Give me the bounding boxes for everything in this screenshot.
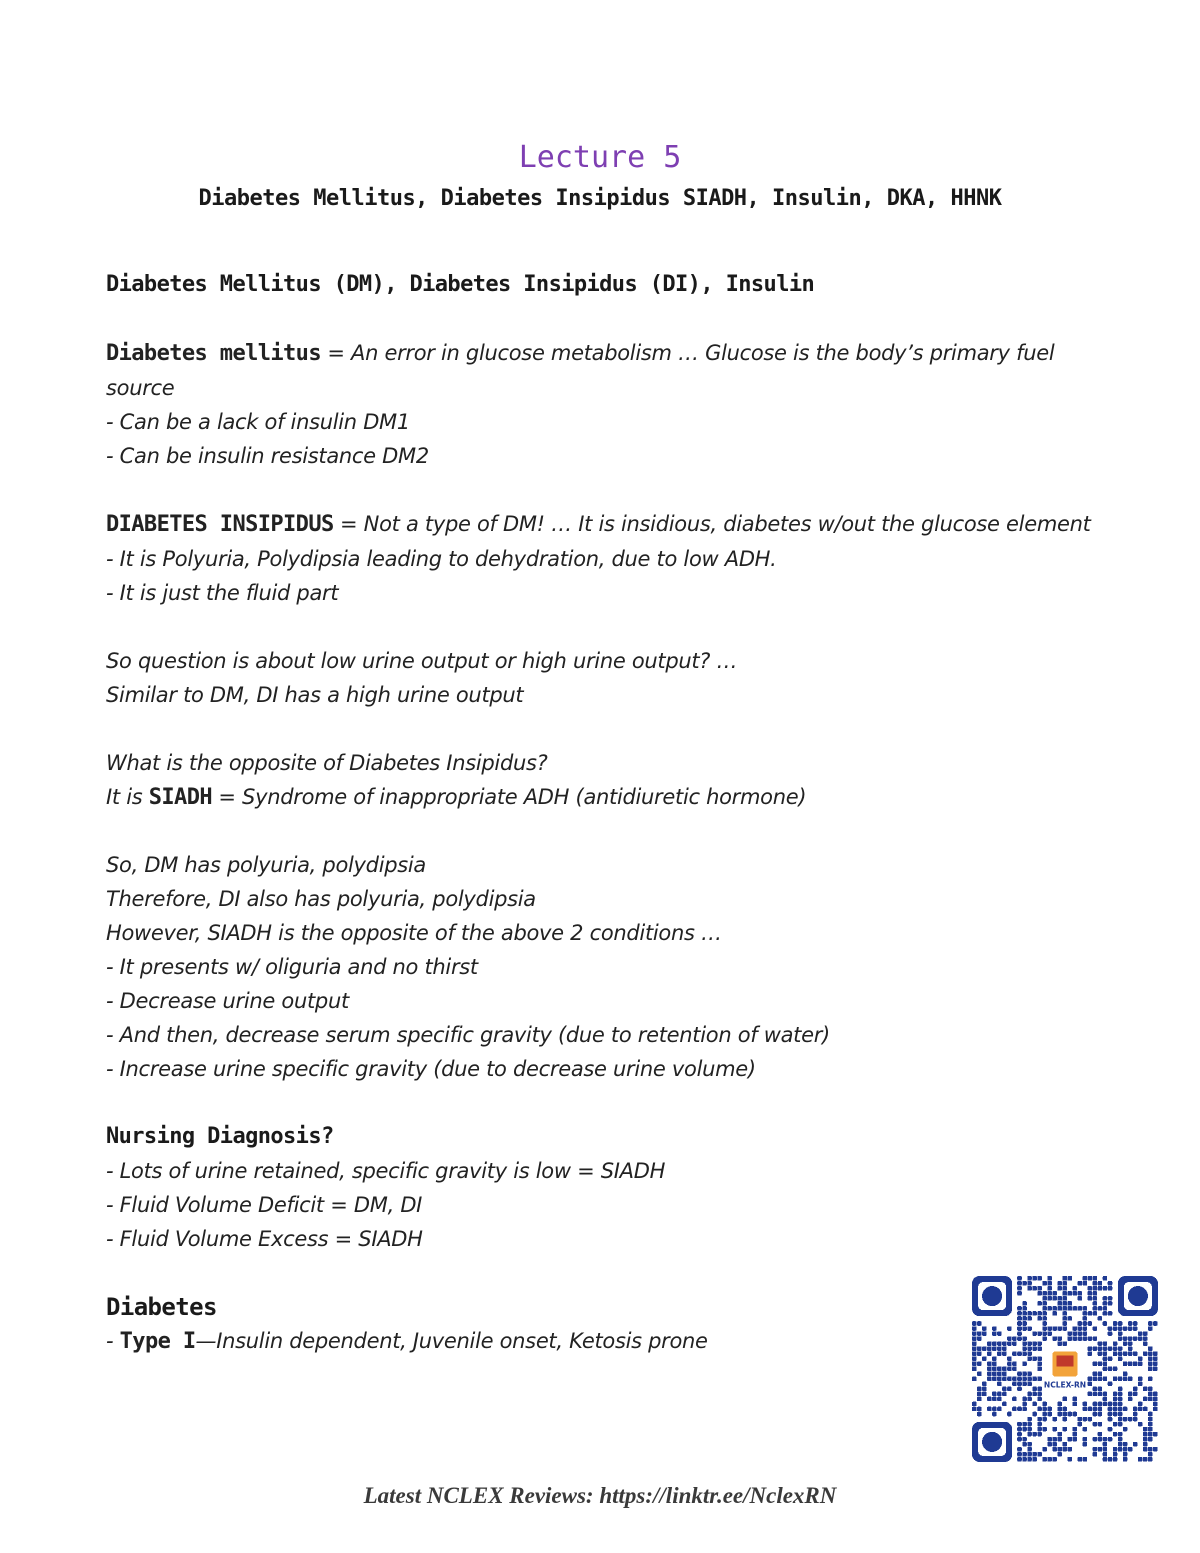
comparison-line: So, DM has polyuria, polydipsia bbox=[106, 853, 427, 877]
dm-definition bbox=[106, 336, 1106, 405]
dm-term: Diabetes mellitus bbox=[106, 341, 321, 366]
comparison-line: Therefore, DI also has polyuria, polydipsia bbox=[106, 887, 536, 911]
question-line: Similar to DM, DI has a high urine output bbox=[106, 683, 524, 707]
list-item: - Lots of urine retained, specific gravity is low = SIADH bbox=[106, 1159, 666, 1183]
siadh-definition-text: = Syndrome of inappropriate ADH (antidiuretic hormone) bbox=[212, 785, 807, 809]
di-definition-text: = Not a type of DM! … It is insidious, diabetes w/out the glucose element bbox=[333, 512, 1091, 536]
di-definition bbox=[106, 507, 1106, 542]
type-one-label: Type I bbox=[119, 1329, 196, 1354]
question-line: So question is about low urine output or high urine output? … bbox=[106, 649, 738, 673]
list-item: - Fluid Volume Excess = SIADH bbox=[106, 1227, 423, 1251]
list-item: - It presents w/ oliguria and no thirst bbox=[106, 955, 478, 979]
footer-link[interactable]: Latest NCLEX Reviews: https://linktr.ee/NclexRN bbox=[363, 1483, 837, 1508]
type-one-line bbox=[106, 1324, 1106, 1358]
list-item: - And then, decrease serum specific gravity (due to retention of water) bbox=[106, 1023, 830, 1047]
section-heading: Diabetes Mellitus (DM), Diabetes Insipidus (DI), Insulin bbox=[106, 272, 815, 297]
qr-logo-text: NCLEX-RN bbox=[1043, 1380, 1087, 1390]
qr-code-icon[interactable] bbox=[972, 1276, 1158, 1462]
list-item: - Decrease urine output bbox=[106, 989, 349, 1013]
siadh-term: SIADH bbox=[148, 785, 212, 810]
list-item: - Increase urine specific gravity (due to decrease urine volume) bbox=[106, 1057, 756, 1081]
list-item: - It is Polyuria, Polydipsia leading to dehydration, due to low ADH. bbox=[106, 547, 777, 571]
opposite-question: What is the opposite of Diabetes Insipidus? bbox=[106, 751, 548, 775]
diabetes-heading: Diabetes bbox=[106, 1293, 217, 1321]
lecture-title: Lecture 5 bbox=[518, 140, 682, 175]
dm-definition-text: = An error in glucose metabolism … Glucose is the body’s primary fuel source bbox=[106, 341, 1055, 400]
list-item: - It is just the fluid part bbox=[106, 581, 339, 605]
siadh-definition bbox=[106, 780, 1106, 814]
list-item: - Can be a lack of insulin DM1 bbox=[106, 410, 410, 434]
type-one-dash: - bbox=[106, 1329, 120, 1353]
nursing-diagnosis-heading: Nursing Diagnosis? bbox=[106, 1124, 334, 1149]
type-one-description: —Insulin dependent, Juvenile onset, Ketosis prone bbox=[195, 1329, 708, 1353]
list-item: - Can be insulin resistance DM2 bbox=[106, 444, 429, 468]
list-item: - Fluid Volume Deficit = DM, DI bbox=[106, 1193, 423, 1217]
siadh-prefix: It is bbox=[106, 785, 149, 809]
document-subtitle: Diabetes Mellitus, Diabetes Insipidus SIADH, Insulin, DKA, HHNK bbox=[198, 186, 1002, 211]
document-body bbox=[106, 268, 1106, 1358]
comparison-line: However, SIADH is the opposite of the above 2 conditions … bbox=[106, 921, 722, 945]
di-term: DIABETES INSIPIDUS bbox=[106, 512, 334, 537]
